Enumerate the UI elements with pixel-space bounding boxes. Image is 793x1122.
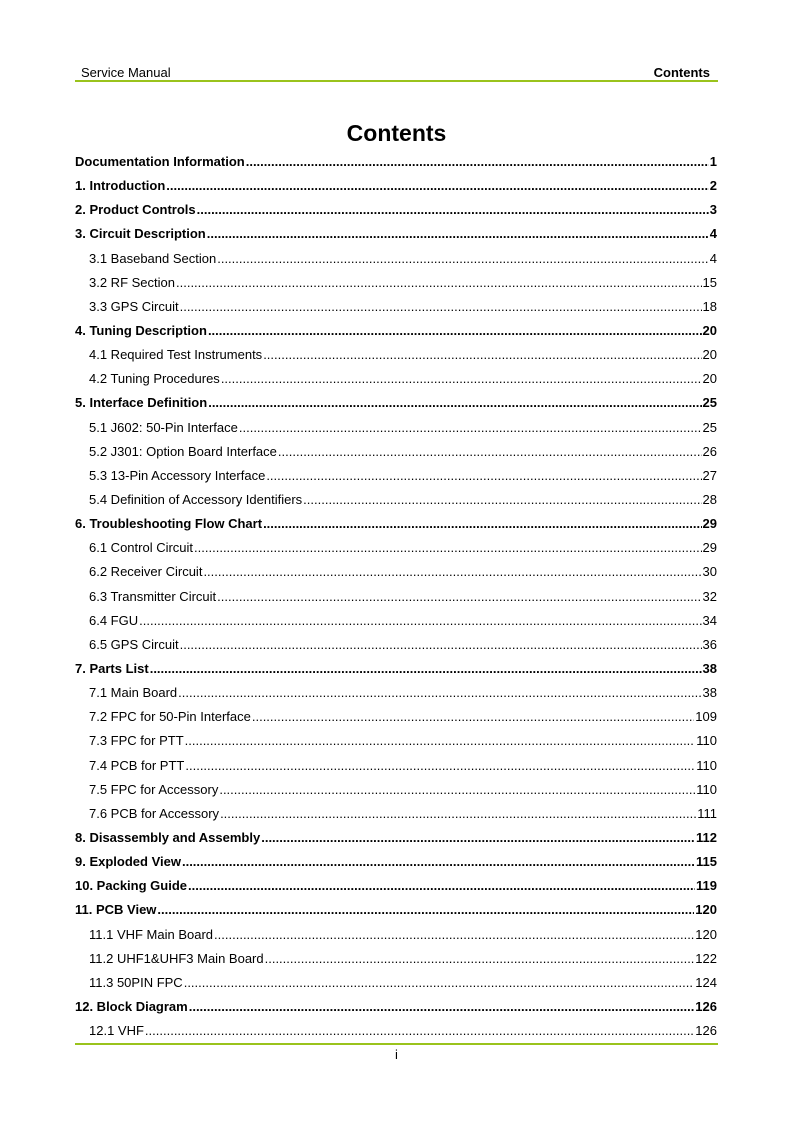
toc-entry-label: 4. Tuning Description — [75, 322, 207, 338]
header-section-title: Contents — [653, 65, 710, 80]
toc-entry-page: 3 — [709, 202, 717, 218]
toc-entry-label: 3.3 GPS Circuit — [89, 298, 179, 314]
toc-entry[interactable] — [75, 585, 717, 609]
toc-entry-label: 11.2 UHF1&UHF3 Main Board — [89, 950, 264, 966]
toc-leader-dots — [208, 391, 701, 415]
toc-entry-page: 4 — [709, 226, 717, 242]
toc-leader-dots — [178, 681, 701, 705]
toc-leader-dots — [207, 222, 709, 246]
toc-leader-dots — [217, 585, 701, 609]
toc-entry-page: 18 — [702, 298, 717, 314]
toc-entry-page: 124 — [695, 974, 717, 990]
toc-entry-label: 7.3 FPC for PTT — [89, 733, 184, 749]
toc-entry[interactable] — [75, 633, 717, 657]
toc-entry-label: 3. Circuit Description — [75, 226, 206, 242]
toc-entry-page: 119 — [696, 878, 717, 894]
toc-entry[interactable] — [75, 174, 717, 198]
toc-entry-label: 10. Packing Guide — [75, 878, 187, 894]
toc-entry[interactable] — [75, 367, 717, 391]
table-of-contents — [75, 150, 717, 1043]
toc-entry-page: 115 — [696, 854, 717, 870]
toc-entry-label: 5.1 J602: 50-Pin Interface — [89, 419, 238, 435]
toc-entry-label: 9. Exploded View — [75, 854, 181, 870]
toc-entry[interactable] — [75, 1019, 717, 1043]
toc-entry-label: 11. PCB View — [75, 902, 157, 918]
toc-entry-label: 5.2 J301: Option Board Interface — [89, 443, 277, 459]
toc-entry-page: 111 — [697, 805, 717, 821]
toc-entry-page: 122 — [695, 950, 717, 966]
toc-entry-page: 1 — [709, 154, 717, 169]
toc-entry-label: 7.2 FPC for 50-Pin Interface — [89, 709, 251, 725]
toc-entry-page: 126 — [695, 1023, 717, 1039]
toc-entry[interactable] — [75, 536, 717, 560]
toc-entry[interactable] — [75, 440, 717, 464]
toc-entry[interactable] — [75, 705, 717, 729]
toc-leader-dots — [166, 174, 708, 198]
toc-entry[interactable] — [75, 609, 717, 633]
toc-entry-label: 12. Block Diagram — [75, 998, 188, 1014]
toc-entry[interactable] — [75, 729, 717, 753]
toc-entry-page: 112 — [696, 829, 717, 845]
toc-entry[interactable] — [75, 488, 717, 512]
header-document-title: Service Manual — [81, 65, 171, 80]
toc-entry[interactable] — [75, 512, 717, 536]
toc-entry-page: 120 — [695, 926, 717, 942]
toc-entry-page: 38 — [702, 660, 717, 676]
toc-leader-dots — [157, 898, 694, 922]
header-rule — [75, 80, 718, 82]
toc-entry-page: 25 — [702, 419, 717, 435]
toc-entry-label: 5.4 Definition of Accessory Identifiers — [89, 491, 303, 507]
toc-entry-page: 110 — [696, 733, 717, 749]
toc-entry-label: 4.2 Tuning Procedures — [89, 371, 220, 387]
toc-entry-label: 3.1 Baseband Section — [89, 250, 217, 266]
toc-leader-dots — [246, 150, 709, 174]
toc-leader-dots — [189, 995, 695, 1019]
toc-entry[interactable] — [75, 343, 717, 367]
toc-entry-page: 110 — [696, 781, 717, 797]
toc-leader-dots — [139, 609, 701, 633]
toc-entry-page: 26 — [702, 443, 717, 459]
toc-entry[interactable] — [75, 898, 717, 922]
toc-entry[interactable] — [75, 560, 717, 584]
toc-entry-label: 1. Introduction — [75, 178, 166, 194]
toc-entry[interactable] — [75, 416, 717, 440]
toc-entry-page: 120 — [695, 902, 717, 918]
toc-leader-dots — [220, 802, 696, 826]
toc-entry-page: 110 — [696, 757, 717, 773]
toc-leader-dots — [145, 1019, 694, 1043]
toc-entry[interactable] — [75, 923, 717, 947]
toc-entry-label: 11.3 50PIN FPC — [89, 974, 183, 990]
toc-leader-dots — [239, 416, 702, 440]
toc-entry-page: 32 — [702, 588, 717, 604]
toc-entry-label: 7. Parts List — [75, 660, 149, 676]
toc-entry[interactable] — [75, 947, 717, 971]
toc-entry[interactable] — [75, 150, 717, 174]
toc-leader-dots — [185, 729, 696, 753]
toc-leader-dots — [261, 826, 695, 850]
toc-entry-page: 34 — [702, 612, 717, 628]
toc-entry-page: 20 — [702, 322, 717, 338]
toc-entry[interactable] — [75, 971, 717, 995]
toc-entry-page: 4 — [709, 250, 717, 266]
toc-leader-dots — [278, 440, 702, 464]
toc-leader-dots — [188, 874, 695, 898]
toc-leader-dots — [263, 343, 701, 367]
toc-entry[interactable] — [75, 319, 717, 343]
page-number: i — [395, 1047, 398, 1062]
toc-leader-dots — [184, 971, 695, 995]
toc-entry-label: Documentation Information — [75, 154, 245, 169]
toc-entry[interactable] — [75, 198, 717, 222]
toc-entry-page: 30 — [702, 564, 717, 580]
toc-entry-label: 2. Product Controls — [75, 202, 196, 218]
toc-entry-label: 7.4 PCB for PTT — [89, 757, 185, 773]
toc-entry-label: 7.6 PCB for Accessory — [89, 805, 220, 821]
toc-entry-page: 29 — [702, 516, 717, 532]
toc-entry[interactable] — [75, 464, 717, 488]
toc-entry-label: 4.1 Required Test Instruments — [89, 347, 263, 363]
toc-entry-page: 2 — [709, 178, 717, 194]
toc-leader-dots — [214, 923, 694, 947]
toc-entry[interactable] — [75, 850, 717, 874]
toc-entry-label: 5. Interface Definition — [75, 395, 208, 411]
toc-leader-dots — [150, 657, 702, 681]
toc-entry-page: 15 — [702, 274, 717, 290]
toc-entry-page: 25 — [702, 395, 717, 411]
toc-leader-dots — [252, 705, 694, 729]
toc-entry[interactable] — [75, 247, 717, 271]
toc-leader-dots — [194, 536, 701, 560]
toc-entry-label: 7.1 Main Board — [89, 685, 178, 701]
toc-leader-dots — [265, 947, 695, 971]
toc-entry-label: 6. Troubleshooting Flow Chart — [75, 516, 263, 532]
toc-entry-label: 6.2 Receiver Circuit — [89, 564, 203, 580]
toc-entry[interactable] — [75, 222, 717, 246]
toc-entry-label: 3.2 RF Section — [89, 274, 175, 290]
toc-entry-page: 36 — [702, 636, 717, 652]
toc-entry-page: 27 — [702, 467, 717, 483]
toc-leader-dots — [263, 512, 701, 536]
toc-entry-page: 20 — [702, 371, 717, 387]
toc-entry[interactable] — [75, 874, 717, 898]
toc-leader-dots — [266, 464, 701, 488]
toc-entry[interactable] — [75, 826, 717, 850]
toc-entry[interactable] — [75, 657, 717, 681]
toc-entry-page: 20 — [702, 347, 717, 363]
toc-entry[interactable] — [75, 391, 717, 415]
toc-leader-dots — [180, 295, 702, 319]
toc-leader-dots — [303, 488, 701, 512]
toc-entry[interactable] — [75, 271, 717, 295]
toc-entry[interactable] — [75, 995, 717, 1019]
toc-entry-label: 8. Disassembly and Assembly — [75, 829, 261, 845]
toc-entry-label: 11.1 VHF Main Board — [89, 926, 214, 942]
toc-entry-label: 6.3 Transmitter Circuit — [89, 588, 217, 604]
toc-leader-dots — [197, 198, 709, 222]
toc-entry-label: 6.1 Control Circuit — [89, 540, 194, 556]
toc-leader-dots — [203, 560, 701, 584]
toc-entry[interactable] — [75, 802, 717, 826]
toc-entry-label: 6.5 GPS Circuit — [89, 636, 179, 652]
toc-entry-page: 29 — [702, 540, 717, 556]
toc-leader-dots — [176, 271, 702, 295]
toc-leader-dots — [219, 778, 695, 802]
toc-entry-page: 38 — [702, 685, 717, 701]
toc-leader-dots — [221, 367, 702, 391]
toc-entry-label: 5.3 13-Pin Accessory Interface — [89, 467, 266, 483]
toc-entry[interactable] — [75, 681, 717, 705]
toc-entry-label: 12.1 VHF — [89, 1023, 144, 1039]
toc-entry[interactable] — [75, 295, 717, 319]
toc-entry-label: 7.5 FPC for Accessory — [89, 781, 219, 797]
toc-leader-dots — [180, 633, 702, 657]
toc-entry-label: 6.4 FGU — [89, 612, 139, 628]
toc-leader-dots — [208, 319, 702, 343]
toc-entry[interactable] — [75, 754, 717, 778]
toc-entry-page: 109 — [695, 709, 717, 725]
toc-entry[interactable] — [75, 778, 717, 802]
running-header — [75, 64, 718, 81]
toc-entry-page: 28 — [702, 491, 717, 507]
toc-leader-dots — [217, 247, 709, 271]
toc-leader-dots — [185, 754, 695, 778]
toc-entry-page: 126 — [695, 998, 717, 1014]
page-title: Contents — [346, 120, 447, 146]
footer-rule — [75, 1043, 718, 1045]
toc-leader-dots — [182, 850, 695, 874]
